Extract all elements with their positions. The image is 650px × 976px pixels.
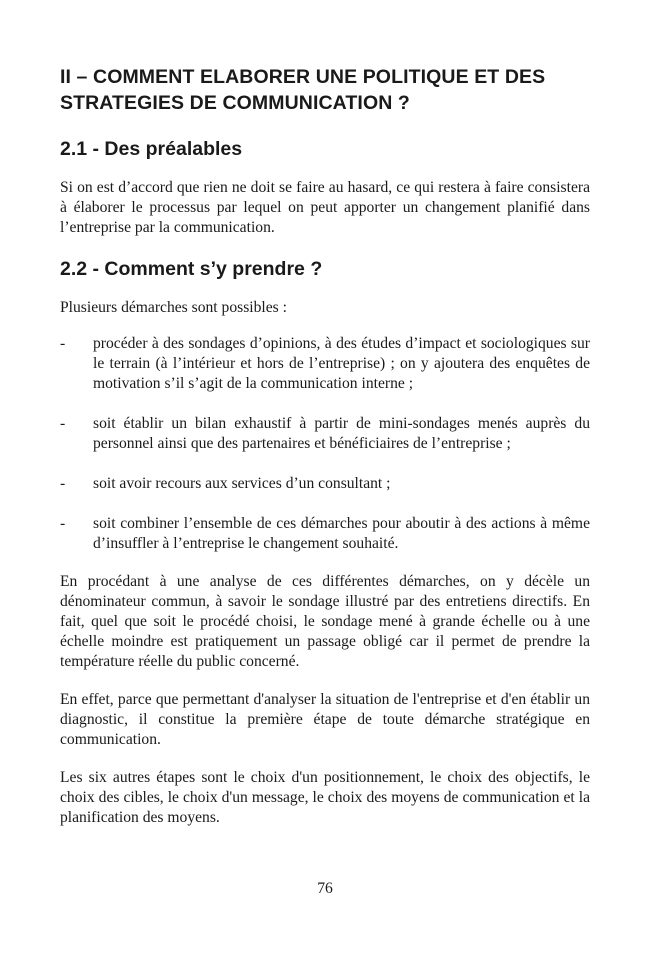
- list-item: [60, 474, 590, 494]
- section-heading-prealables: 2.1 - Des préalables: [60, 138, 243, 160]
- section-heading-comment: 2.2 - Comment s’y prendre ?: [60, 258, 323, 280]
- list-item-text: procéder à des sondages d’opinions, à des études d’impact et sociologiques sur le terrain (à l’intérieur et hors de l’entreprise) ; on y ajoutera des enquêtes de motivation s’il s’agit de la communication interne ;: [93, 335, 590, 392]
- list-item-text: soit établir un bilan exhaustif à partir de mini-sondages menés auprès du personnel ainsi que des partenaires et bénéficiaires de l’entreprise ;: [93, 415, 590, 452]
- bullet-dash: -: [60, 415, 66, 432]
- section-1-paragraph: Si on est d’accord que rien ne doit se faire au hasard, ce qui restera à faire consistera à élaborer le processus par lequel on peut apporter un changement planifié dans l’entreprise par la communication.: [60, 179, 590, 236]
- page-content: [60, 64, 590, 846]
- list-item: [60, 514, 590, 554]
- diagnostic-paragraph: En effet, parce que permettant d'analyser la situation de l'entreprise et d'en établir un diagnostic, il constitue la première étape de toute démarche stratégique en communication.: [60, 691, 590, 748]
- steps-paragraph: Les six autres étapes sont le choix d'un positionnement, le choix des objectifs, le choix des cibles, le choix d'un message, le choix des moyens de communication et la planification des moyens.: [60, 769, 590, 826]
- list-item: [60, 334, 590, 394]
- bullet-dash: -: [60, 335, 66, 352]
- page-number: 76: [317, 880, 333, 897]
- analysis-paragraph: En procédant à une analyse de ces différentes démarches, on y décèle un dénominateur commun, à savoir le sondage illustré par des entretiens directifs. En fait, quel que soit le procédé choisi, le sondage mené à grande échelle ou à une échelle moindre est pratiquement un passage obligé car il permet de prendre la température réelle du public concerné.: [60, 573, 590, 670]
- bullet-dash: -: [60, 475, 66, 492]
- section-2-intro: Plusieurs démarches sont possibles :: [60, 299, 287, 316]
- list-item: [60, 414, 590, 454]
- list-item-text: soit combiner l’ensemble de ces démarches pour aboutir à des actions à même d’insuffler à l’entreprise le changement souhaité.: [93, 515, 590, 552]
- bullet-dash: -: [60, 515, 66, 532]
- chapter-heading: II – COMMENT ELABORER UNE POLITIQUE ET DES STRATEGIES DE COMMUNICATION ?: [60, 66, 546, 114]
- list-item-text: soit avoir recours aux services d’un consultant ;: [93, 475, 391, 492]
- approaches-list: [60, 334, 590, 554]
